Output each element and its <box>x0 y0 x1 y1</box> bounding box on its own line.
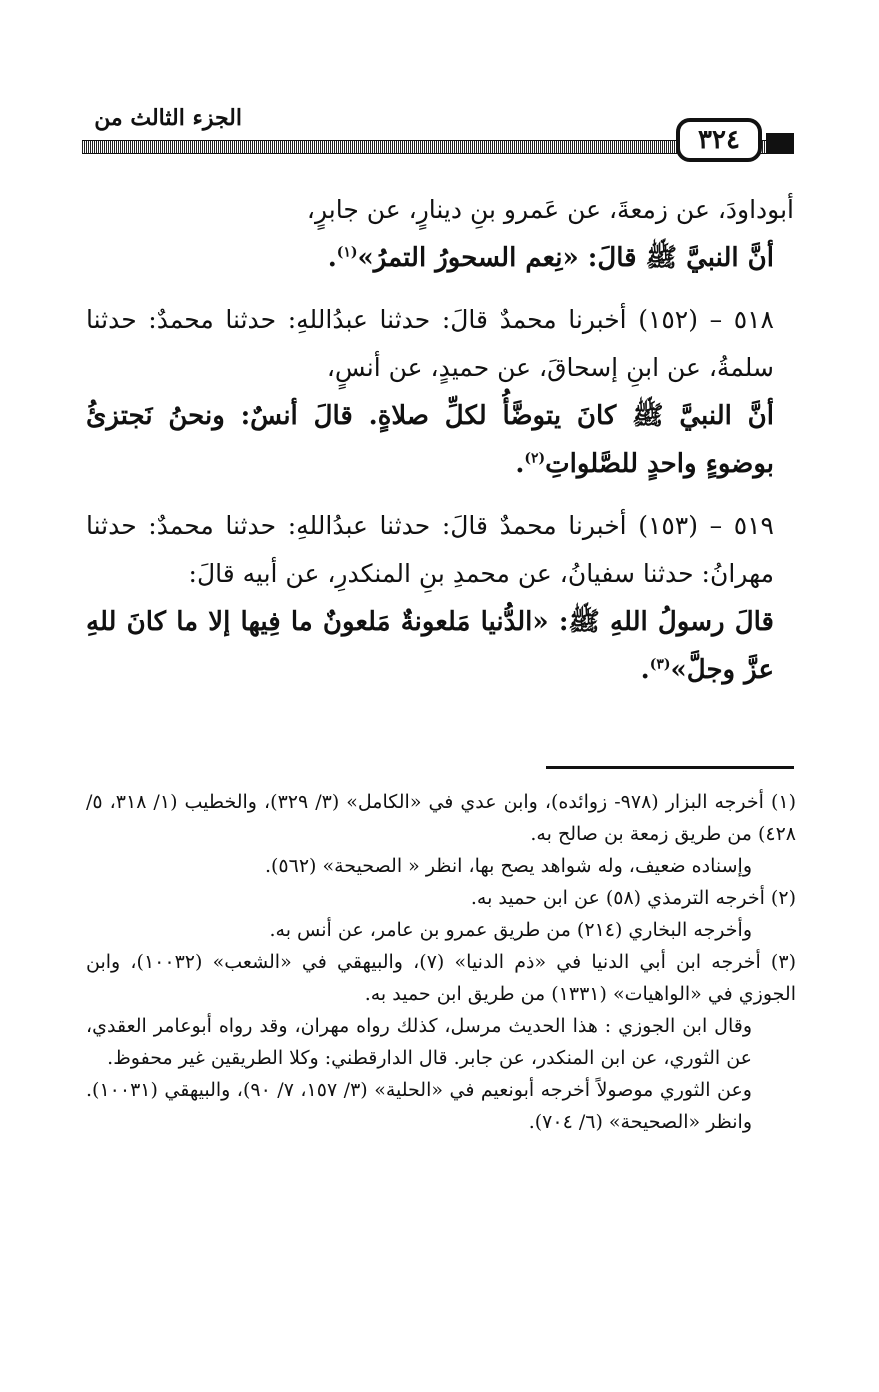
hadith-text: أنَّ النبيَّ ﷺ قالَ: «نِعم السحورُ التمرُ»$^{(١)}$. <box>327 243 774 273</box>
footnotes <box>86 786 796 1138</box>
page-header <box>82 100 794 170</box>
hadith-text-span: أنَّ النبيَّ ﷺ قالَ: «نِعم السحورُ التمرُ» <box>357 243 774 273</box>
footnote-ref: (٢) <box>524 450 546 467</box>
main-text <box>86 186 794 694</box>
footnote-2-note: وأخرجه البخاري (٢١٤) من طريق عمرو بن عامر، عن أنس به. <box>269 919 752 941</box>
hadith-text: أنَّ النبيَّ ﷺ كانَ يتوضَّأُ لكلِّ صلاةٍ. قالَ أنسٌ: ونحنُ نَجتزئُ بوضوءٍ واحدٍ للصَّلواتِ$^{(٢)}$. <box>86 401 774 479</box>
footnote-1-note: وإسناده ضعيف، وله شواهد يصح بها، انظر « الصحيحة» (٥٦٢). <box>264 855 752 877</box>
footnote-ref: (١) <box>336 244 358 261</box>
hadith-text-span: أنَّ النبيَّ ﷺ كانَ يتوضَّأُ لكلِّ صلاةٍ. قالَ أنسٌ: ونحنُ نَجتزئُ بوضوءٍ واحدٍ للصَّلواتِ <box>86 401 774 479</box>
isnad-518: ٥١٨ – (١٥٢) أخبرنا محمدٌ قالَ: حدثنا عبدُاللهِ: حدثنا محمدٌ: حدثنا سلمةُ، عن ابنِ إسحاقَ، عن حميدٍ، عن أنسٍ، <box>86 305 774 382</box>
page-number: ٣٢٤ <box>676 118 762 162</box>
footnote-separator <box>546 766 794 769</box>
isnad-519: ٥١٩ – (١٥٣) أخبرنا محمدٌ قالَ: حدثنا عبدُاللهِ: حدثنا محمدٌ: حدثنا مهرانُ: حدثنا سفيانُ، عن محمدِ بنِ المنكدرِ، عن أبيه قالَ: <box>86 511 774 588</box>
running-title: الجزء الثالث من <box>94 105 242 131</box>
hadith-text-span: قالَ رسولُ اللهِ ﷺ: «الدُّنيا مَلعونةٌ مَلعونٌ ما فِيها إلا ما كانَ للهِ عزَّ وجلَّ» <box>86 607 774 685</box>
hadith-text: قالَ رسولُ اللهِ ﷺ: «الدُّنيا مَلعونةٌ مَلعونٌ ما فِيها إلا ما كانَ للهِ عزَّ وجلَّ»$^{(٣)}$. <box>86 607 774 685</box>
footnote-ref: (٣) <box>649 656 671 673</box>
footnote-3-note: وعن الثوري موصولاً أخرجه أبونعيم في «الحلية» (٣/ ١٥٧، ٧/ ٩٠)، والبيهقي (١٠٠٣١). وانظر «الصحيحة» (٦/ ٧٠٤). <box>86 1079 752 1133</box>
isnad-continuation: أبوداودَ، عن زمعةَ، عن عَمرو بنِ دينارٍ، عن جابرٍ، <box>306 195 794 224</box>
header-rule-end <box>766 133 794 153</box>
footnote-1: (١) أخرجه البزار (٩٧٨- زوائده)، وابن عدي في «الكامل» (٣/ ٣٢٩)، والخطيب (١/ ٣١٨، ٥/ ٤٢٨) من طريق زمعة بن صالح به. <box>86 791 797 845</box>
footnote-2: (٢) أخرجه الترمذي (٥٨) عن ابن حميد به. <box>470 887 796 909</box>
footnote-3: (٣) أخرجه ابن أبي الدنيا في «ذم الدنيا» (٧)، والبيهقي في «الشعب» (١٠٠٣٢)، وابن الجوزي في «الواهيات» (١٣٣١) من طريق ابن حميد به. <box>86 951 796 1005</box>
footnote-3-note: وقال ابن الجوزي : هذا الحديث مرسل، كذلك رواه مهران، وقد رواه أبوعامر العقدي، عن الثوري، عن ابن المنكدر، عن جابر. قال الدارقطني: وكلا الطريقين غير محفوظ. <box>86 1015 752 1069</box>
